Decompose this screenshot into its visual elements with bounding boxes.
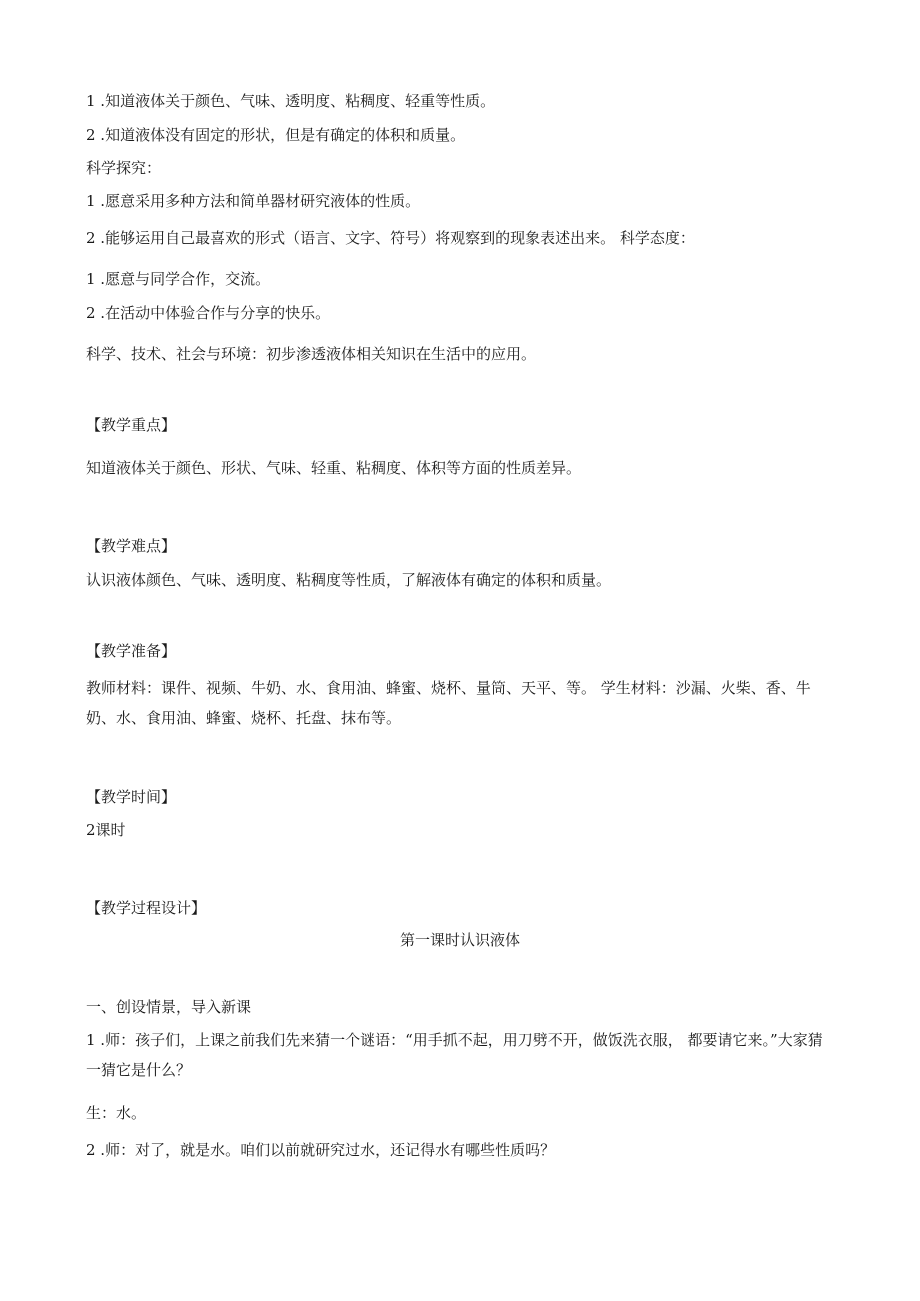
preparation-text: 教师材料：课件、视频、牛奶、水、食用油、蜂蜜、烧杯、量筒、天平、等。 学生材料：沙漏、火柴、香、牛奶、水、食用油、蜂蜜、烧杯、托盘、抹布等。 <box>86 679 811 727</box>
preparation-heading: 【教学准备】 <box>86 642 177 660</box>
science-inquiry-heading: 科学探究： <box>86 159 162 177</box>
difficulties-text: 认识液体颜色、气味、透明度、粘稠度等性质，了解液体有确定的体积和质量。 <box>86 571 612 589</box>
inquiry-goal-2: 2 .能够运用自己最喜欢的形式（语言、文字、符号）将观察到的现象表述出来。 科学态度： <box>86 229 695 247</box>
part1-heading: 一、创设情景，导入新课 <box>86 998 252 1016</box>
inquiry-goal-1: 1 .愿意采用多种方法和简单器材研究液体的性质。 <box>86 192 421 210</box>
student-answer: 生：水。 <box>86 1104 147 1122</box>
knowledge-goal-1: 1 .知道液体关于颜色、气味、透明度、粘稠度、轻重等性质。 <box>86 92 496 110</box>
time-heading: 【教学时间】 <box>86 788 177 806</box>
paragraph-2: 2 .师：对了，就是水。咱们以前就研究过水，还记得水有哪些性质吗？ <box>86 1141 556 1159</box>
knowledge-goal-2: 2 .知道液体没有固定的形状，但是有确定的体积和质量。 <box>86 126 466 144</box>
stse-goal: 科学、技术、社会与环境：初步渗透液体相关知识在生活中的应用。 <box>86 345 537 363</box>
attitude-goal-1: 1 .愿意与同学合作，交流。 <box>86 270 271 288</box>
process-heading: 【教学过程设计】 <box>86 899 207 917</box>
time-text: 2课时 <box>86 821 126 839</box>
paragraph-1: 1 .师：孩子们，上课之前我们先来猜一个谜语：“用手抓不起，用刀劈不开，做饭洗衣服， 都要请它来。”大家猜一猜它是什么？ <box>86 1031 823 1079</box>
key-points-heading: 【教学重点】 <box>86 416 177 434</box>
key-points-text: 知道液体关于颜色、形状、气味、轻重、粘稠度、体积等方面的性质差异。 <box>86 459 582 477</box>
difficulties-heading: 【教学难点】 <box>86 537 177 555</box>
attitude-goal-2: 2 .在活动中体验合作与分享的快乐。 <box>86 304 331 322</box>
lesson-title: 第一课时认识液体 <box>399 931 520 949</box>
